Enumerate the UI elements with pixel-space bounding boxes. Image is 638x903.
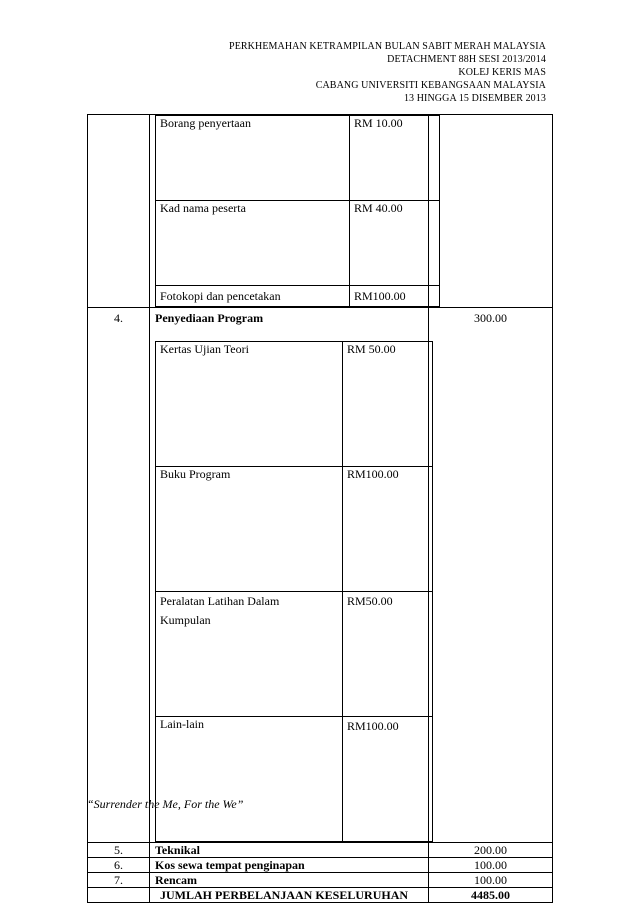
sub-item-name: Buku Program xyxy=(156,467,343,592)
table-row-continued xyxy=(88,115,553,308)
cell-description xyxy=(150,308,429,843)
sub-item-amount: RM 40.00 xyxy=(350,201,440,286)
row-title: Penyediaan Program xyxy=(155,311,264,325)
sub-item-amount: RM50.00 xyxy=(343,592,433,717)
cell-total: 200.00 xyxy=(429,843,553,858)
cell-no: 6. xyxy=(88,858,150,873)
header-line-3: KOLEJ KERIS MAS xyxy=(458,67,546,78)
cell-total: 300.00 xyxy=(429,308,553,843)
sub-item-row xyxy=(156,592,433,717)
sub-item-row xyxy=(156,717,433,842)
sub-item-row xyxy=(156,342,433,467)
sub-item-amount: RM 50.00 xyxy=(343,342,433,467)
sub-item-amount: RM100.00 xyxy=(350,286,440,307)
cell-no xyxy=(88,115,150,308)
cell-no: 5. xyxy=(88,843,150,858)
cell-description: Teknikal xyxy=(150,843,429,858)
sub-item-amount: RM100.00 xyxy=(343,467,433,592)
sub-item-row xyxy=(156,286,440,307)
sub-item-name: Fotokopi dan pencetakan xyxy=(156,286,350,307)
cell-total: 100.00 xyxy=(429,858,553,873)
cell-total xyxy=(429,115,553,308)
budget-table xyxy=(87,114,553,903)
cell-no xyxy=(88,888,150,903)
cell-description xyxy=(150,115,429,308)
header-line-1: PERKHEMAHAN KETRAMPILAN BULAN SABIT MERAH MALAYSIA xyxy=(229,41,546,52)
table-row xyxy=(88,843,553,858)
document-header xyxy=(229,40,546,105)
sub-item-name: Borang penyertaan xyxy=(156,116,350,201)
grand-total-label: JUMLAH PERBELANJAAN KESELURUHAN xyxy=(150,888,429,903)
header-line-5: 13 HINGGA 15 DISEMBER 2013 xyxy=(403,93,546,104)
cell-no: 7. xyxy=(88,873,150,888)
sub-item-amount: RM 10.00 xyxy=(350,116,440,201)
sub-items-table xyxy=(155,115,440,307)
sub-item-row xyxy=(156,116,440,201)
cell-total: 100.00 xyxy=(429,873,553,888)
sub-item-row xyxy=(156,467,433,592)
sub-item-name: Kad nama peserta xyxy=(156,201,350,286)
sub-item-name: Kertas Ujian Teori xyxy=(156,342,343,467)
header-line-4: CABANG UNIVERSITI KEBANGSAAN MALAYSIA xyxy=(315,80,546,91)
sub-item-amount: RM100.00 xyxy=(343,717,433,842)
sub-item-name: Lain-lain xyxy=(156,717,343,842)
table-row xyxy=(88,873,553,888)
cell-description: Kos sewa tempat penginapan xyxy=(150,858,429,873)
cell-description: Rencam xyxy=(150,873,429,888)
sub-item-row xyxy=(156,201,440,286)
table-row xyxy=(88,858,553,873)
grand-total-value: 4485.00 xyxy=(429,888,553,903)
header-line-2: DETACHMENT 88H SESI 2013/2014 xyxy=(387,54,546,65)
footer-tagline: “Surrender the Me, For the We” xyxy=(87,797,244,811)
sub-items-table xyxy=(155,341,433,842)
cell-no: 4. xyxy=(88,308,150,843)
table-row xyxy=(88,308,553,843)
grand-total-row xyxy=(88,888,553,903)
sub-item-name: Peralatan Latihan Dalam Kumpulan xyxy=(156,592,343,717)
